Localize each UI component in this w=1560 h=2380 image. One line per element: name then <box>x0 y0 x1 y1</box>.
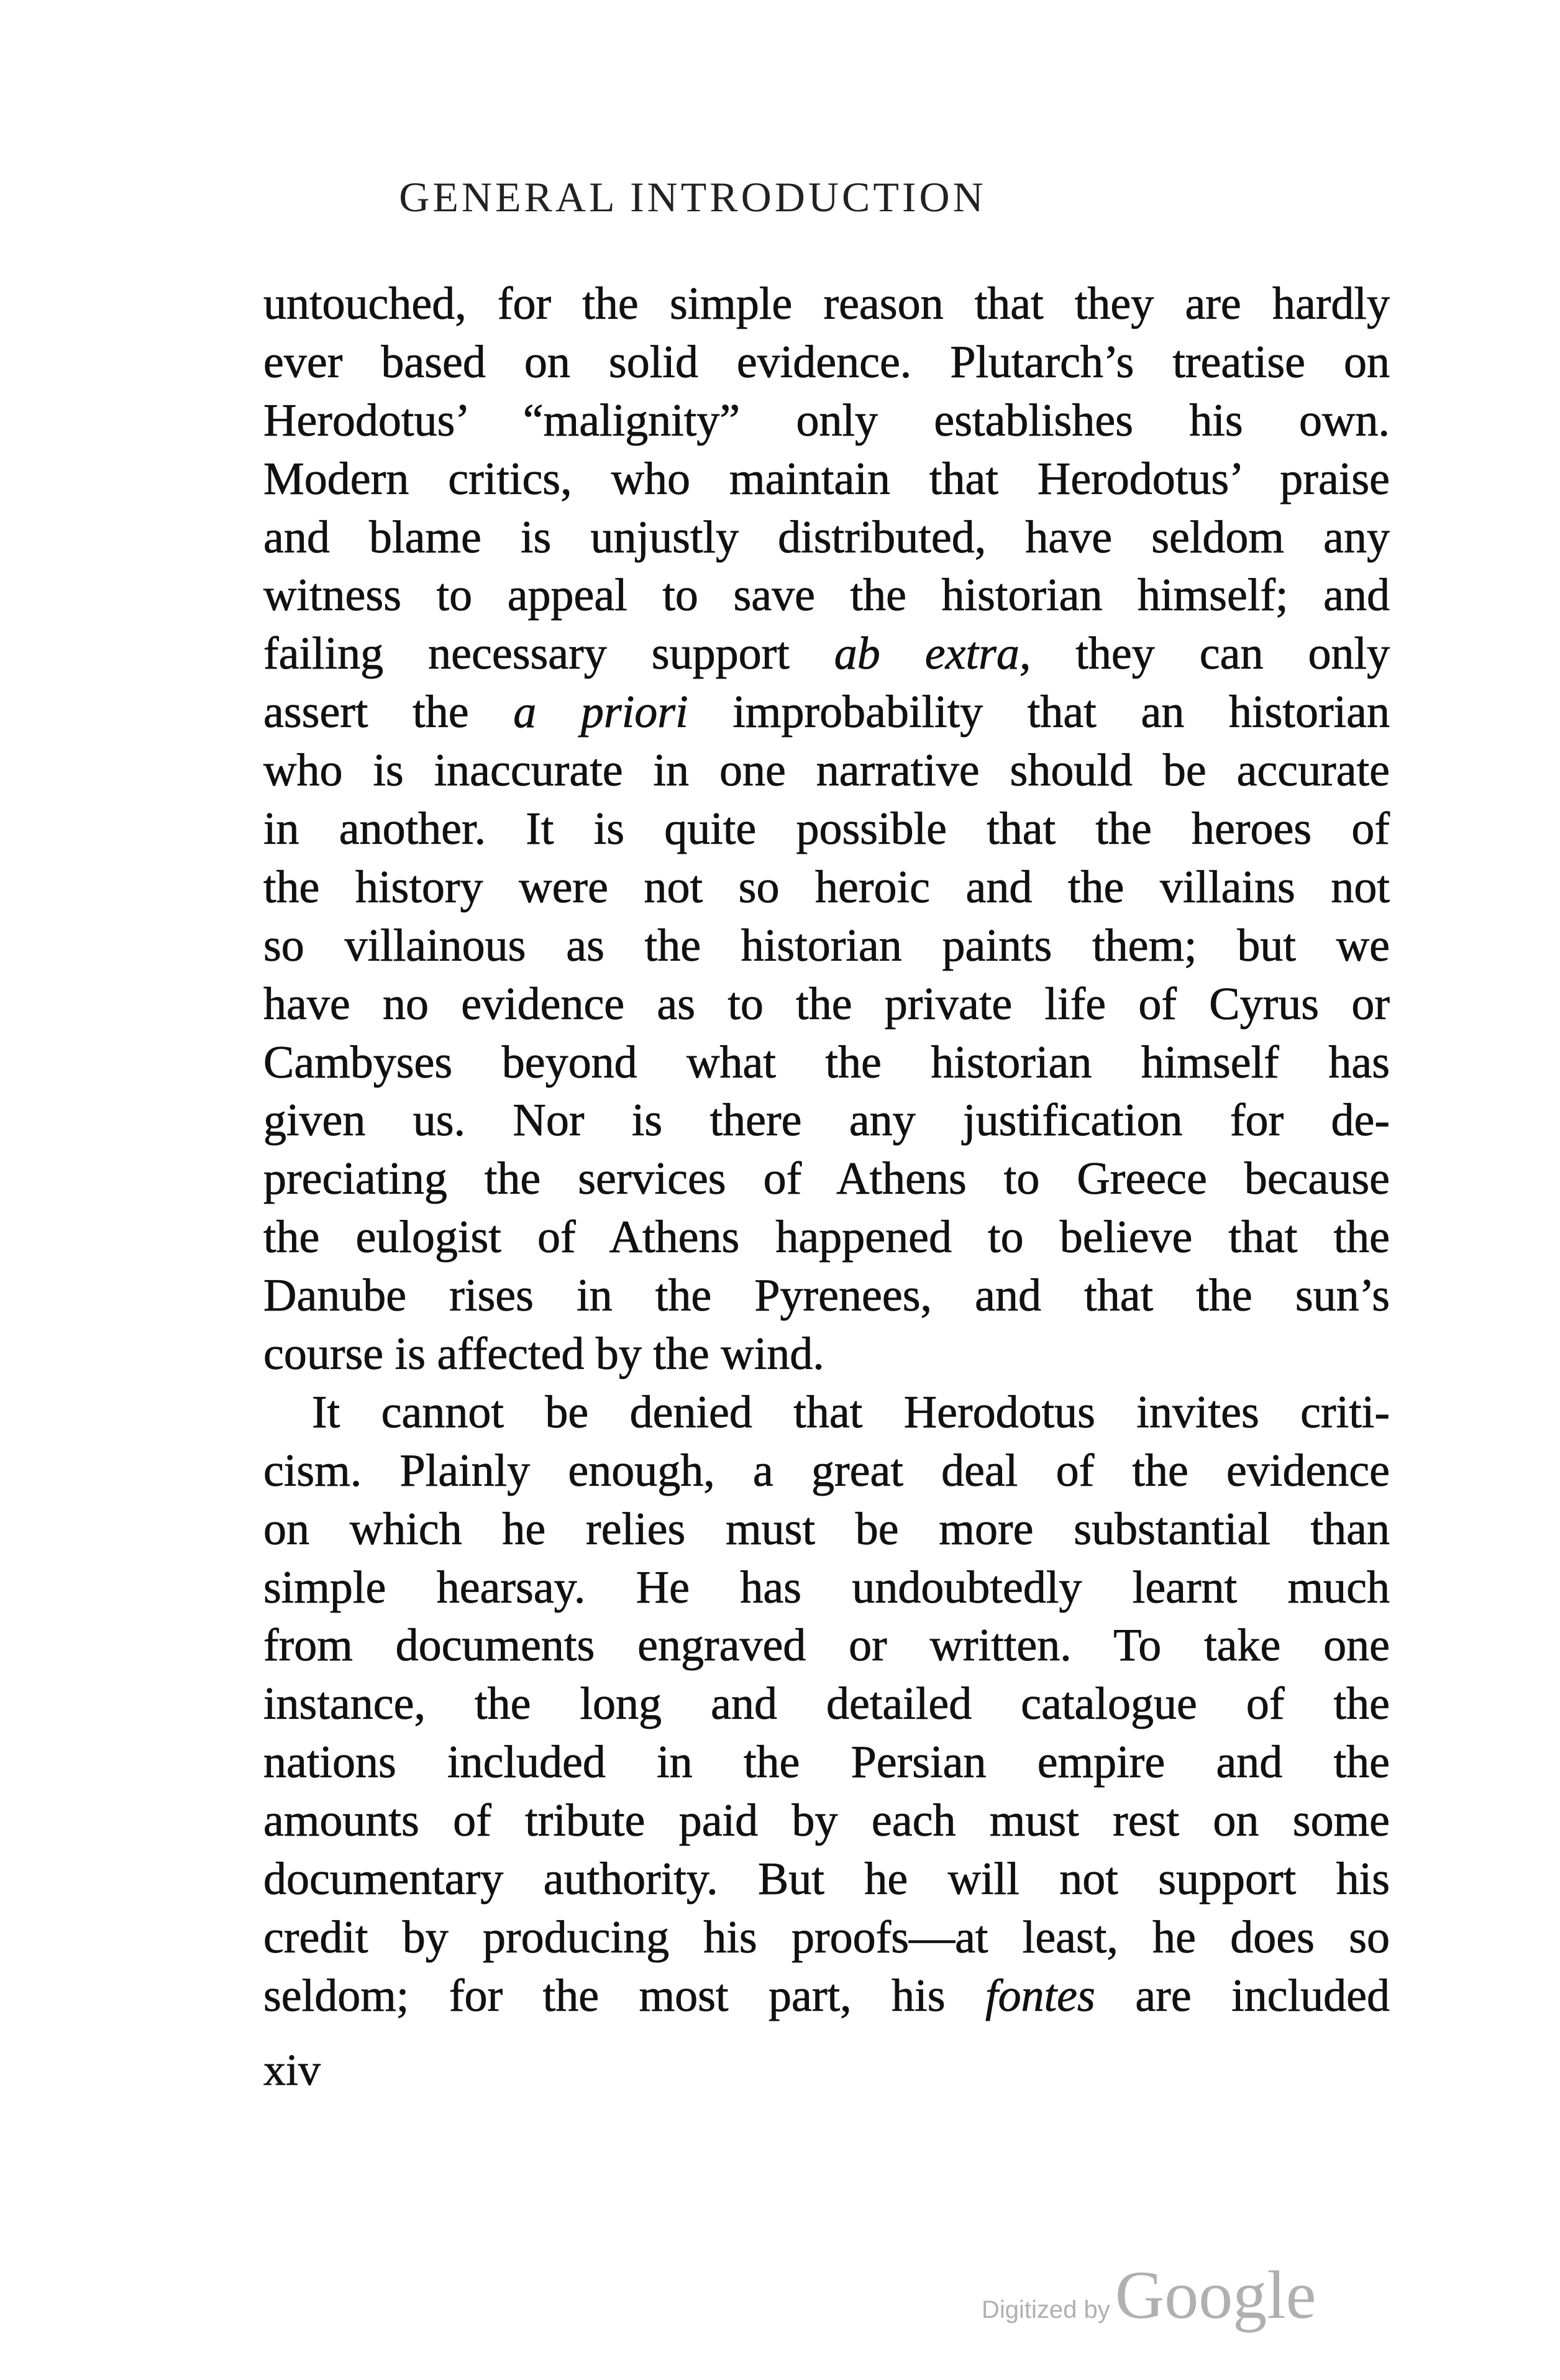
text-segment: the eulogist of Athens happened to believe that the <box>263 1212 1390 1263</box>
text-line <box>263 1734 1390 1792</box>
watermark-prefix: Digitized by <box>982 2296 1110 2323</box>
digitized-by-google-watermark <box>982 2256 1316 2335</box>
text-segment: they can only <box>1031 628 1390 680</box>
text-line <box>263 1909 1390 1967</box>
google-logo: Google <box>1115 2257 1316 2333</box>
text-line <box>263 1851 1390 1909</box>
text-segment: seldom; for the most part, his <box>263 1970 986 2021</box>
text-segment: amounts of tribute paid by each must rest on some <box>263 1795 1390 1847</box>
text-segment: Herodotus’ “malignity” only establishes his own. <box>263 395 1390 446</box>
text-segment: so villainous as the historian paints them; but we <box>263 920 1390 971</box>
text-segment: are included <box>1095 1970 1390 2021</box>
text-line <box>263 392 1390 451</box>
text-segment: instance, the long and detailed catalogue of the <box>263 1678 1390 1730</box>
text-line <box>263 1559 1390 1618</box>
text-segment: witness to appeal to save the historian himself; and <box>263 570 1390 621</box>
text-line <box>263 859 1390 917</box>
text-segment: Danube rises in the Pyrenees, and that the sun’s <box>263 1270 1390 1322</box>
text-segment: credit by producing his proofs—at least, he does so <box>263 1911 1390 1963</box>
text-line <box>263 917 1390 976</box>
text-line <box>263 1209 1390 1267</box>
body-text <box>263 275 1390 2026</box>
text-line <box>263 1675 1390 1734</box>
text-line <box>263 1034 1390 1092</box>
text-line <box>263 334 1390 392</box>
text-line <box>263 742 1390 800</box>
text-segment: improbability that an historian <box>688 687 1390 738</box>
text-segment: in another. It is quite possible that the heroes of <box>263 803 1390 855</box>
text-line <box>263 1617 1390 1675</box>
text-segment: ever based on solid evidence. Plutarch’s treatise on <box>263 336 1390 388</box>
text-line <box>263 1325 1390 1384</box>
text-segment: Cambyses beyond what the historian himself has <box>263 1037 1390 1088</box>
text-segment: and blame is unjustly distributed, have seldom any <box>263 511 1390 563</box>
running-head: GENERAL INTRODUCTION <box>399 173 987 221</box>
text-segment: Modern critics, who maintain that Herodotus’ praise <box>263 453 1390 505</box>
text-line <box>263 509 1390 567</box>
text-segment: failing necessary support <box>263 628 834 680</box>
italic-text: ab extra, <box>834 628 1031 680</box>
text-line <box>263 451 1390 509</box>
text-line <box>263 1967 1390 2026</box>
text-segment: on which he relies must be more substantial than <box>263 1503 1390 1555</box>
text-segment: course is affected by the wind. <box>263 1329 824 1380</box>
page-number: xiv <box>263 2045 321 2095</box>
text-segment: from documents engraved or written. To take one <box>263 1620 1390 1672</box>
text-segment: assert the <box>263 687 514 738</box>
text-line <box>263 684 1390 742</box>
text-segment: cism. Plainly enough, a great deal of the evidence <box>263 1445 1390 1496</box>
text-line <box>263 1092 1390 1150</box>
italic-text: a priori <box>513 687 688 738</box>
text-line <box>263 275 1390 334</box>
text-line <box>263 625 1390 684</box>
text-line <box>263 976 1390 1034</box>
text-line <box>263 1501 1390 1559</box>
text-line <box>263 567 1390 625</box>
text-segment: nations included in the Persian empire and the <box>263 1737 1390 1788</box>
text-segment: the history were not so heroic and the villains not <box>263 861 1390 913</box>
text-line <box>263 800 1390 859</box>
text-line <box>263 1442 1390 1501</box>
text-segment: simple hearsay. He has undoubtedly learnt much <box>263 1562 1390 1613</box>
italic-text: fontes <box>985 1970 1095 2021</box>
text-segment: given us. Nor is there any justification for de- <box>263 1095 1390 1147</box>
text-line <box>263 1792 1390 1851</box>
text-segment: who is inaccurate in one narrative should be accurate <box>263 745 1390 797</box>
text-segment: It cannot be denied that Herodotus invites criti- <box>312 1386 1390 1438</box>
text-segment: preciating the services of Athens to Greece because <box>263 1153 1390 1205</box>
text-segment: have no evidence as to the private life of Cyrus or <box>263 978 1390 1030</box>
text-line <box>263 1150 1390 1209</box>
text-segment: untouched, for the simple reason that they are hardly <box>263 278 1390 329</box>
text-line <box>263 1267 1390 1325</box>
text-segment: documentary authority. But he will not support his <box>263 1854 1390 1905</box>
text-line <box>263 1384 1390 1442</box>
